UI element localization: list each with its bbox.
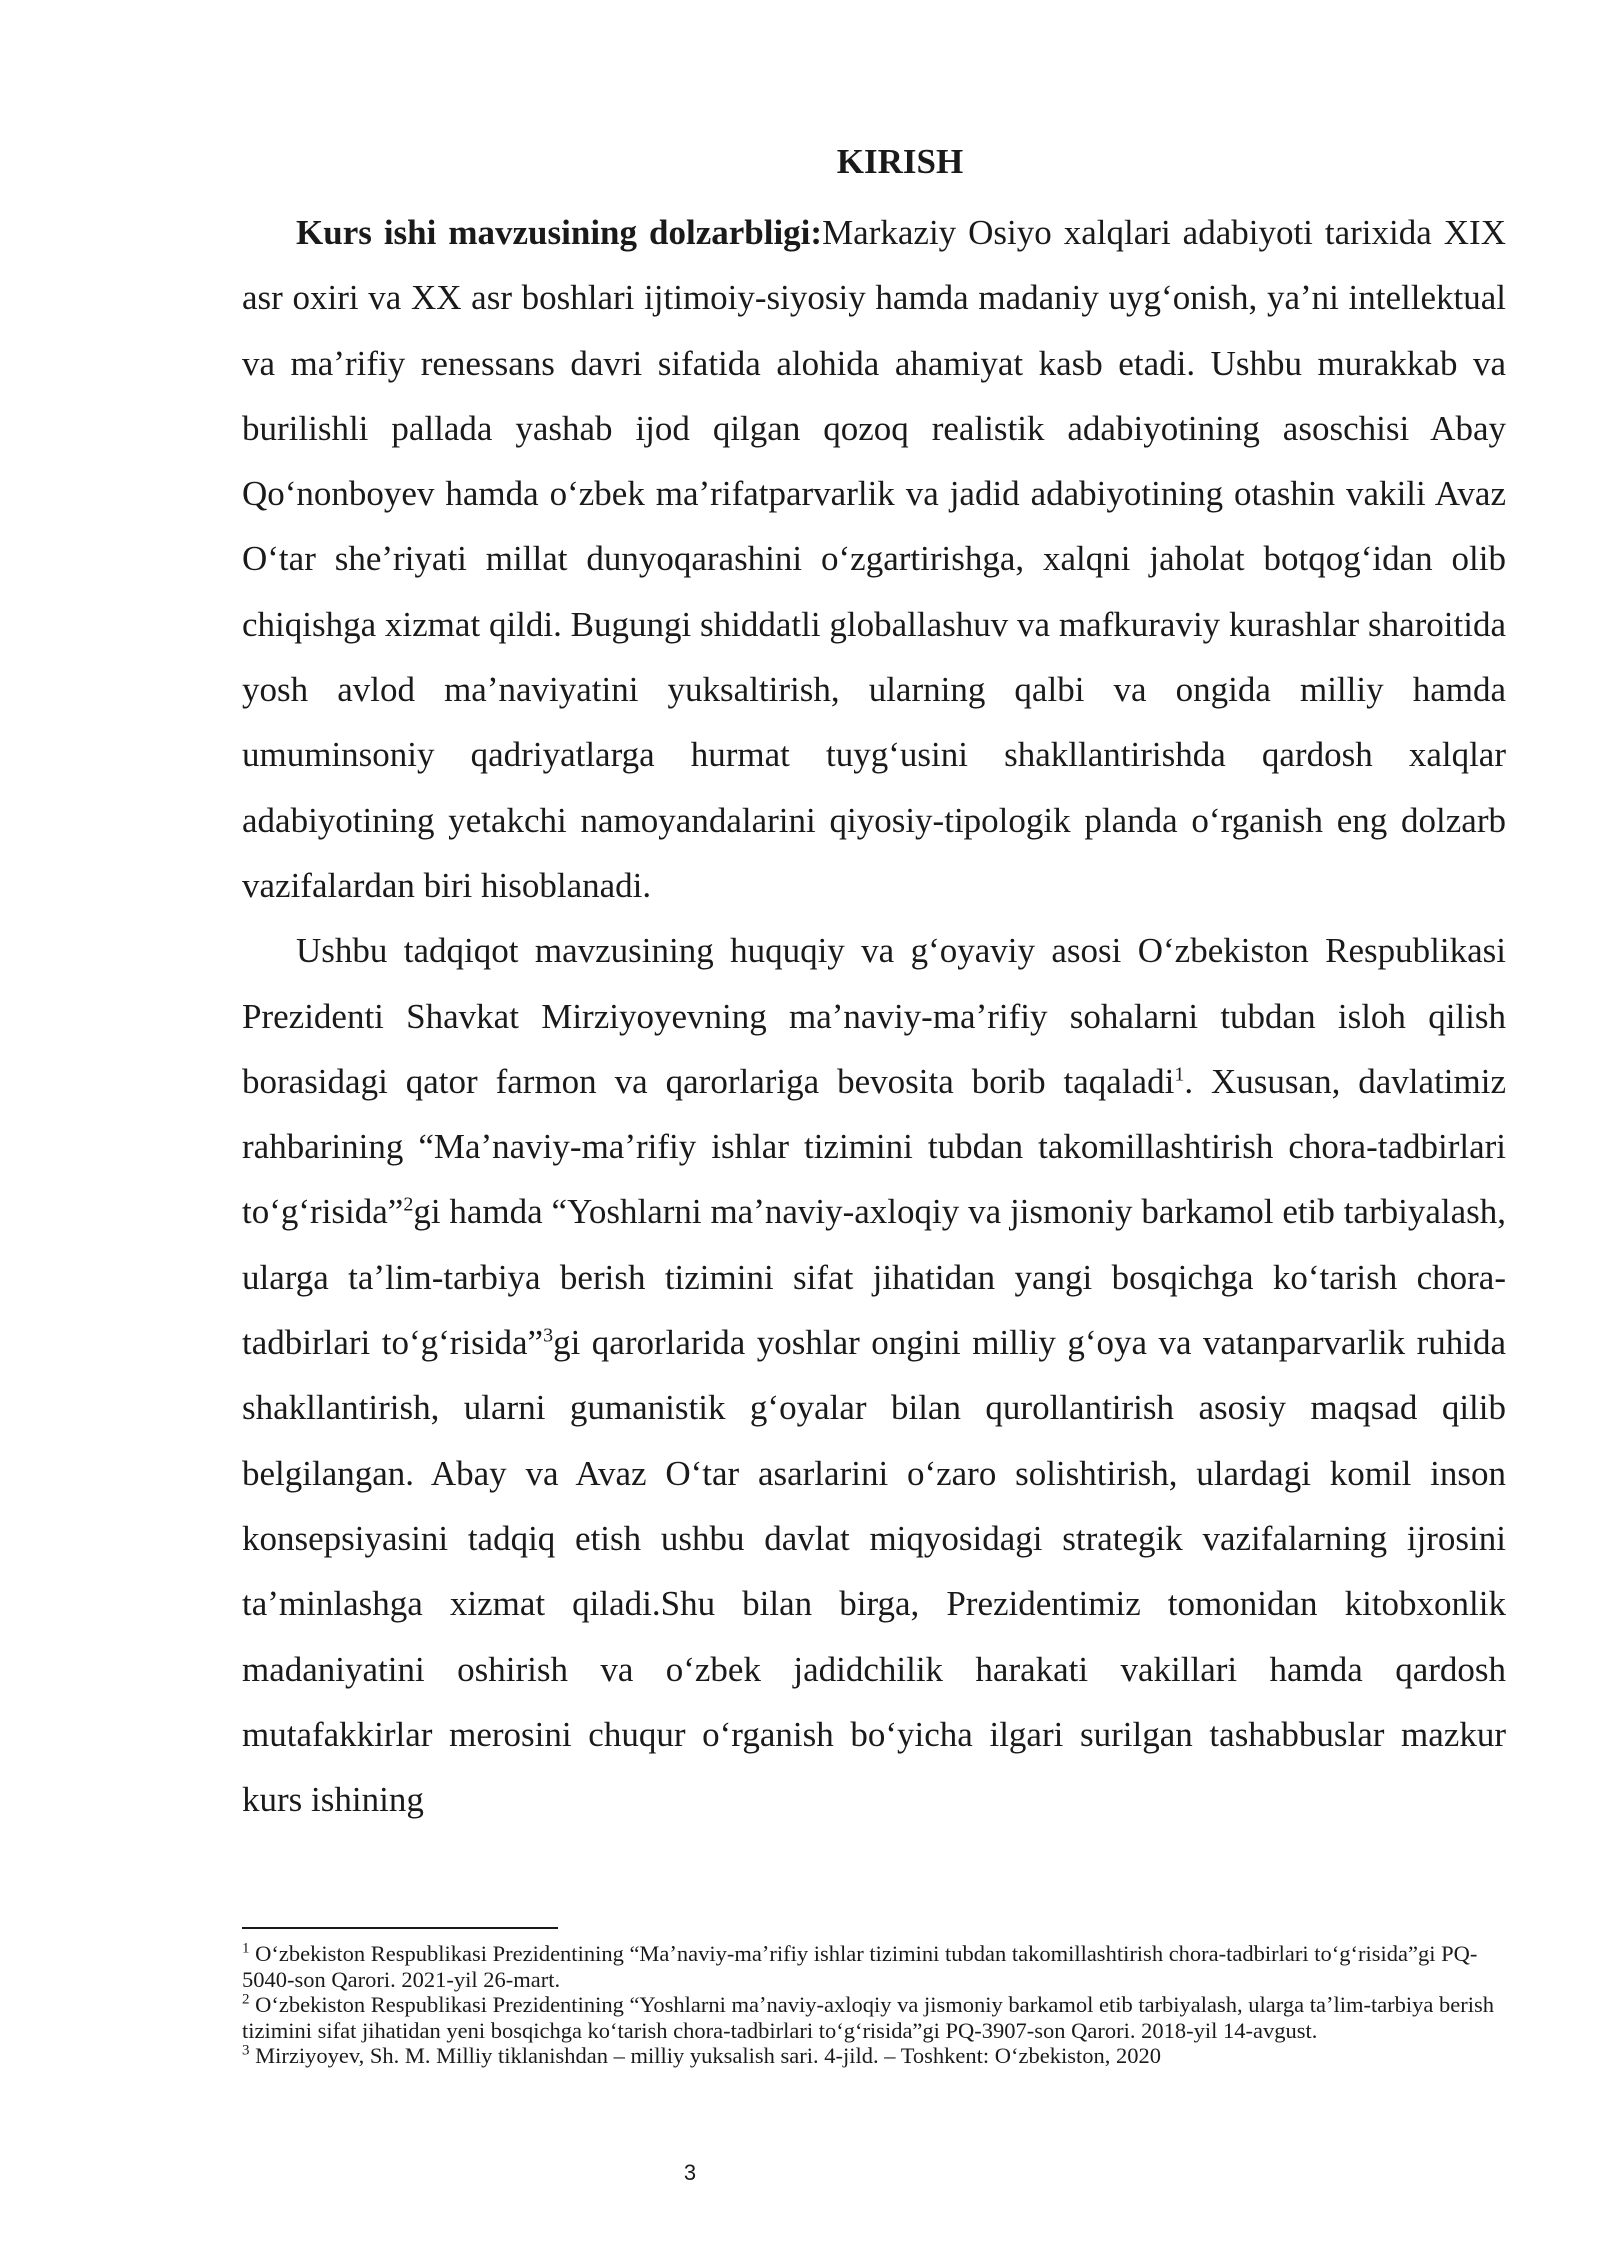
footnote-1 — [242, 1941, 1506, 1992]
body-text — [242, 200, 1506, 1832]
intro-lead: Kurs ishi mavzusining dolzarbligi: — [296, 213, 823, 252]
footnote-mark: 1 — [242, 1940, 250, 1957]
footnote-reference-3[interactable]: 3 — [543, 1324, 554, 1347]
footnote-2 — [242, 1992, 1506, 2043]
footnote-text: Oʻzbekiston Respublikasi Prezidentining “Maʼnaviy-maʼrifiy ishlar tizimini tubdan takomillashtirish chora-tadbirlari toʻgʻrisida”gi PQ-5040-son Qarori. 2021-yil 26-mart. — [242, 1941, 1478, 1992]
legal-basis-paragraph — [242, 918, 1506, 1832]
footnote-reference-2[interactable]: 2 — [403, 1193, 414, 1216]
paragraph-text: gi qarorlarida yoshlar ongini milliy gʻoya va vatanparvarlik ruhida shakllantirish, ularni gumanistik gʻoyalar bilan qurollantirish asosiy maqsad qilib belgilangan. Abay va Avaz Oʻtar asarlarini oʻzaro solishtirish, ulardagi komil inson konsepsiyasini tadqiq etish ushbu davlat miqyosidagi strategik vazifalarning ijrosini taʼminlashga xizmat qiladi.Shu bilan birga, Prezidentimiz tomonidan kitobxonlik madaniyatini oshirish va oʻzbek jadidchilik harakati vakillari hamda qardosh mutafakkirlar merosini chuqur oʻrganish boʻyicha ilgari surilgan tashabbuslar mazkur kurs ishining — [242, 1323, 1507, 1820]
footnotes — [242, 1941, 1506, 2069]
paragraph-text: Ushbu tadqiqot mavzusining huquqiy va gʻoyaviy asosi Oʻzbekiston Respublikasi Prezidenti Shavkat Mirziyoyevning maʼnaviy-maʼrifiy sohalarni tubdan isloh qilish borasidagi qator farmon va qarorlariga bevosita borib taqaladi — [242, 931, 1506, 1101]
page-number: 3 — [683, 2160, 697, 2185]
intro-paragraph — [242, 200, 1506, 918]
footnote-text: Mirziyoyev, Sh. M. Milliy tiklanishdan – milliy yuksalish sari. 4-jild. – Toshkent: Oʻzbekiston, 2020 — [249, 2043, 1162, 2068]
paragraph-text: gi hamda “Yoshlarni maʼnaviy-axloqiy va jismoniy barkamol etib tarbiyalash, ularga taʼlim-tarbiya berish tizimini sifat jihatidan yangi bosqichga koʻtarish chora-tadbirlari toʻgʻrisida” — [242, 1192, 1506, 1363]
footnote-3 — [242, 2043, 1506, 2069]
footnote-reference-1[interactable]: 1 — [1174, 1063, 1185, 1086]
footnote-mark: 3 — [242, 2042, 250, 2059]
footnote-separator — [242, 1927, 558, 1929]
footnote-mark: 2 — [242, 1991, 250, 2008]
page-heading: KIRISH — [836, 142, 964, 181]
footnote-text: Oʻzbekiston Respublikasi Prezidentining “Yoshlarni maʼnaviy-axloqiy va jismoniy barkamol etib tarbiyalash, ularga taʼlim-tarbiya berish tizimini sifat jihatidan yeni bosqichga koʻtarish chora-tadbirlari toʻgʻrisida”gi PQ-3907-son Qarori. 2018-yil 14-avgust. — [242, 1992, 1495, 2043]
paragraph-text: . Xususan, davlatimiz rahbarining “Maʼnaviy-maʼrifiy ishlar tizimini tubdan takomillashtirish chora-tadbirlari toʻgʻrisida” — [242, 1061, 1506, 1232]
intro-text: Markaziy Osiyo xalqlari adabiyoti tarixida XIX asr oxiri va XX asr boshlari ijtimoiy-siyosiy hamda madaniy uygʻonish, yaʼni intellektual va maʼrifiy renessans davri sifatida alohida ahamiyat kasb etadi. Ushbu murakkab va burilishli pallada yashab ijod qilgan qozoq realistik adabiyotining asoschisi Abay Qoʻnonboyev hamda oʻzbek maʼrifatparvarlik va jadid adabiyotining otashin vakili Avaz Oʻtar sheʼriyati millat dunyoqarashini oʻzgartirishga, xalqni jaholat botqogʻidan olib chiqishga xizmat qildi. Bugungi shiddatli globallashuv va mafkuraviy kurashlar sharoitida yosh avlod maʼnaviyatini yuksaltirish, ularning qalbi va ongida milliy hamda umuminsoniy qadriyatlarga hurmat tuygʻusini shakllantirishda qardosh xalqlar adabiyotining yetakchi namoyandalarini qiyosiy-tipologik planda oʻrganish eng dolzarb vazifalardan biri hisoblanadi. — [242, 213, 1506, 905]
